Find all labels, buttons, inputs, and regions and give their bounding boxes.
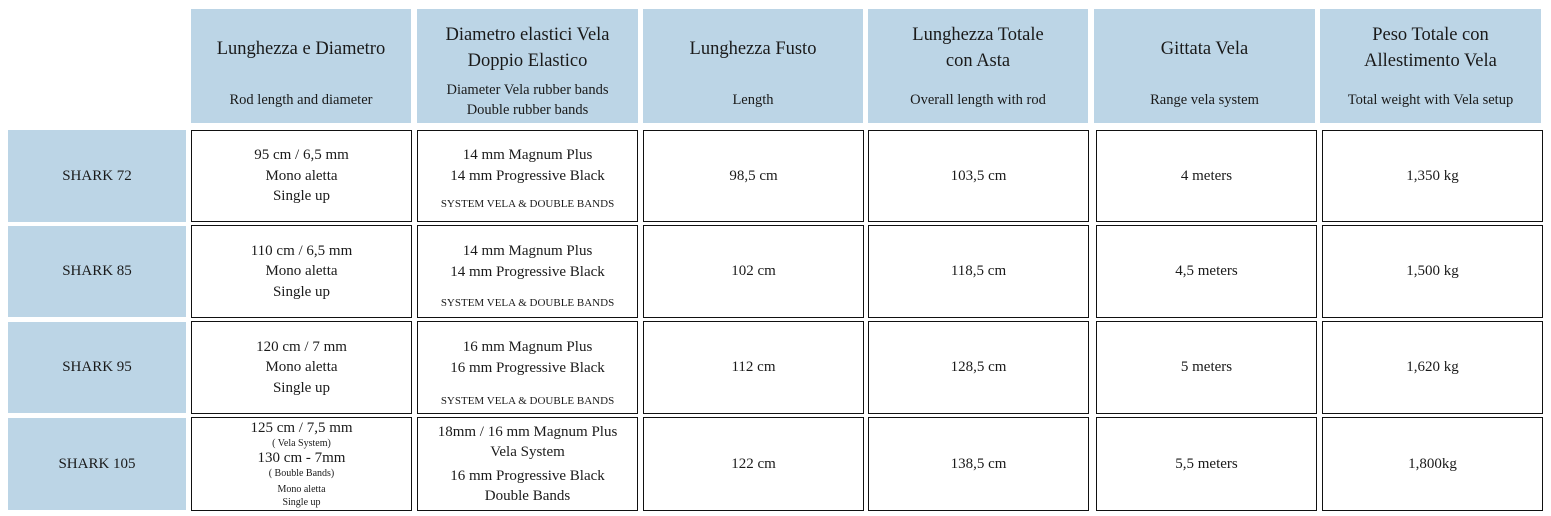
rod-size: 120 cm / 7 mm	[256, 338, 347, 355]
rod-cell	[191, 321, 412, 414]
rod-shaft: Single up	[282, 496, 321, 508]
row-model-label: SHARK 105	[8, 418, 186, 510]
overall-cell: 103,5 cm	[868, 130, 1089, 222]
header-title: Gittata Vela	[1160, 39, 1249, 59]
rod-fin: Mono aletta	[265, 167, 338, 184]
rod-cell	[191, 130, 412, 222]
length-cell: 112 cm	[643, 321, 864, 414]
range-cell: 5 meters	[1096, 321, 1317, 414]
system-note: SYSTEM VELA & DOUBLE BANDS	[440, 395, 615, 407]
header-title: Lunghezza Totale	[912, 25, 1044, 45]
header-band-diameter	[417, 9, 638, 123]
range-cell: 5,5 meters	[1096, 417, 1317, 511]
row-model-label: SHARK 72	[8, 130, 186, 222]
header-subtitle-line2: Double rubber bands	[466, 102, 589, 118]
bands-cell	[417, 225, 638, 318]
range-cell: 4,5 meters	[1096, 225, 1317, 318]
length-cell: 102 cm	[643, 225, 864, 318]
rod-shaft: Single up	[272, 379, 331, 396]
header-subtitle: Diameter Vela rubber bands	[446, 82, 609, 98]
header-rod-length	[191, 9, 411, 123]
band-secondary: 14 mm Progressive Black	[450, 263, 605, 280]
band-primary-note: Vela System	[490, 444, 565, 460]
rod-cell	[191, 225, 412, 318]
overall-cell: 118,5 cm	[868, 225, 1089, 318]
header-subtitle: Rod length and diameter	[229, 92, 373, 108]
weight-cell: 1,800kg	[1322, 417, 1543, 511]
overall-cell: 138,5 cm	[868, 417, 1089, 511]
system-note: SYSTEM VELA & DOUBLE BANDS	[440, 198, 615, 210]
header-title-line2: Allestimento Vela	[1364, 51, 1497, 71]
row-model-label: SHARK 85	[8, 226, 186, 317]
rod-size: 95 cm / 6,5 mm	[254, 147, 349, 164]
band-primary: 14 mm Magnum Plus	[462, 147, 593, 163]
band-primary: 18mm / 16 mm Magnum Plus	[437, 423, 618, 440]
header-subtitle: Length	[732, 92, 774, 108]
band-secondary: 14 mm Progressive Black	[450, 167, 605, 184]
header-title: Peso Totale con	[1372, 25, 1489, 45]
rod-size-bands: 130 cm - 7mm	[257, 449, 346, 466]
rod-cell	[191, 417, 412, 511]
overall-cell: 128,5 cm	[868, 321, 1089, 414]
row-model-label: SHARK 95	[8, 322, 186, 413]
rod-fin: Mono aletta	[265, 359, 338, 376]
header-overall-length	[868, 9, 1088, 123]
weight-cell: 1,620 kg	[1322, 321, 1543, 414]
rod-shaft: Single up	[272, 188, 331, 205]
band-primary: 14 mm Magnum Plus	[462, 243, 593, 259]
header-title: Diametro elastici Vela	[445, 25, 610, 45]
band-secondary: 16 mm Progressive Black	[450, 359, 605, 376]
header-title: Lunghezza Fusto	[689, 39, 817, 59]
rod-shaft: Single up	[272, 283, 331, 300]
band-secondary-note: Double Bands	[484, 488, 571, 504]
rod-size-vela: 125 cm / 7,5 mm	[250, 419, 353, 436]
rod-note-vela: ( Vela System)	[272, 437, 331, 449]
range-cell: 4 meters	[1096, 130, 1317, 222]
header-title-line2: con Asta	[945, 51, 1011, 71]
rod-size: 110 cm / 6,5 mm	[250, 242, 353, 259]
rod-fin: Mono aletta	[277, 483, 326, 495]
weight-cell: 1,500 kg	[1322, 225, 1543, 318]
header-barrel-length	[643, 9, 863, 123]
length-cell: 122 cm	[643, 417, 864, 511]
header-title-line2: Doppio Elastico	[467, 51, 588, 71]
bands-cell	[417, 417, 638, 511]
weight-cell: 1,350 kg	[1322, 130, 1543, 222]
rod-fin: Mono aletta	[265, 263, 338, 280]
bands-cell	[417, 130, 638, 222]
header-subtitle: Total weight with Vela setup	[1347, 92, 1514, 108]
length-cell: 98,5 cm	[643, 130, 864, 222]
header-subtitle: Range vela system	[1150, 92, 1259, 108]
header-range	[1094, 9, 1315, 123]
bands-cell	[417, 321, 638, 414]
system-note: SYSTEM VELA & DOUBLE BANDS	[440, 297, 615, 309]
band-secondary: 16 mm Progressive Black	[450, 467, 605, 484]
band-primary: 16 mm Magnum Plus	[462, 339, 593, 355]
header-subtitle: Overall length with rod	[910, 92, 1046, 108]
header-total-weight	[1320, 9, 1541, 123]
rod-note-bands: ( Bouble Bands)	[268, 467, 335, 479]
header-title: Lunghezza e Diametro	[216, 39, 386, 59]
